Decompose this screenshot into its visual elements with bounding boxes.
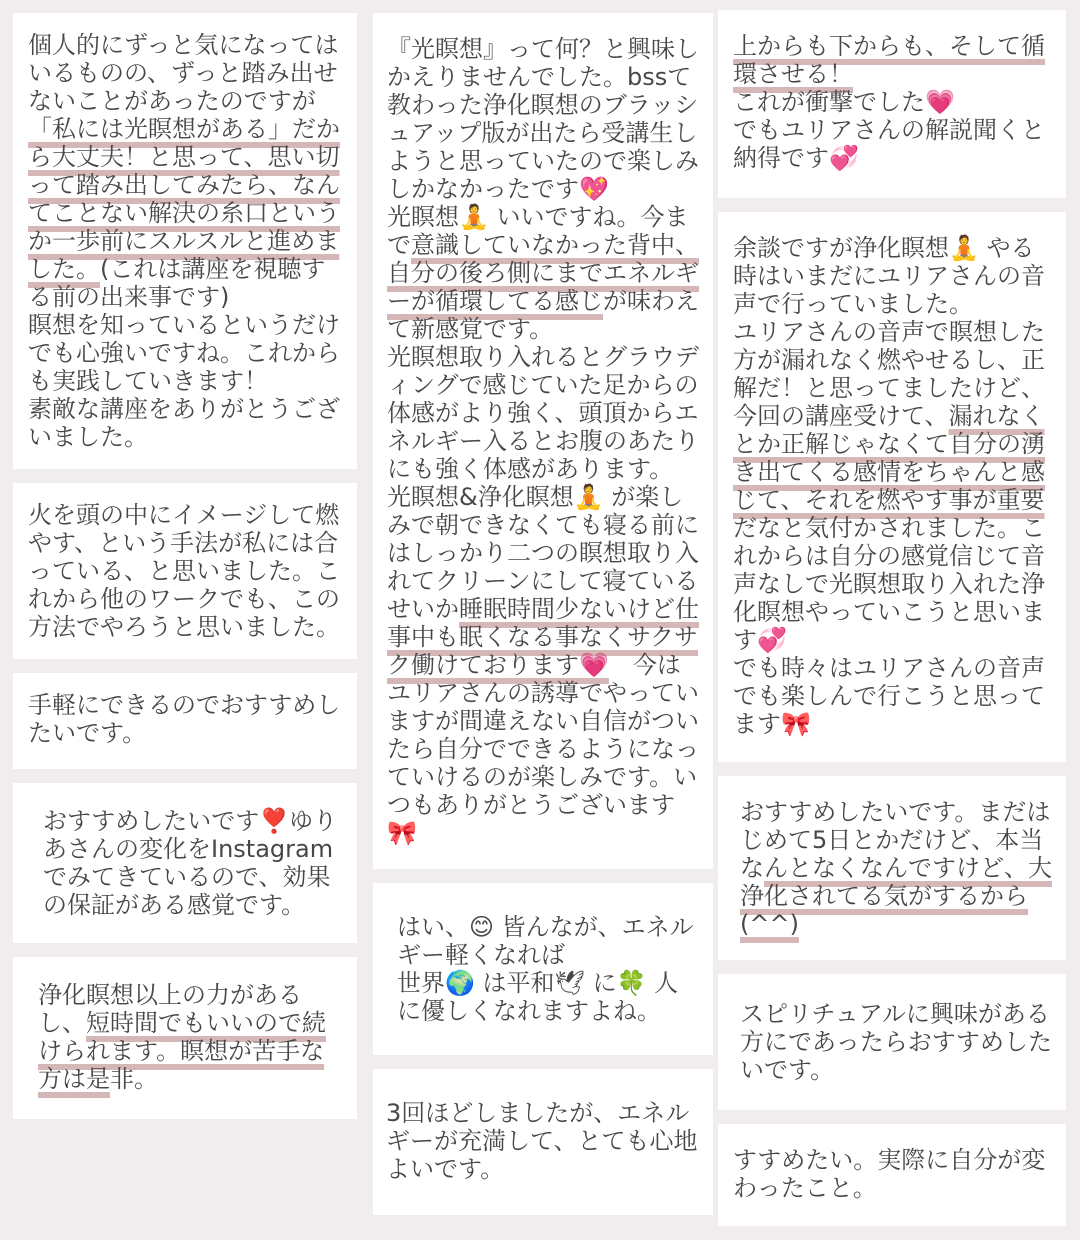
testimonial-card [13,13,357,469]
testimonial-column-right [718,10,1066,1240]
testimonial-text: でも時々はユリアさんの音声でも楽しんで行こうと思ってます🎀 [733,654,1045,738]
testimonial-card [718,10,1066,198]
testimonial-text: 光瞑想取り入れるとグラウディングで感じていた足からの体感がより強く、頭頂からエネルギー入るとお腹のあたりにも強く体感があります。 [387,343,699,483]
testimonial-text: だなと気付かされました。これからは自分の感覚信じて音声なしで光瞑想取り入れた浄化瞑想やっていこうと思います💞 [733,514,1045,654]
testimonial-text: (これは講座を視聴する前の出来事です) [28,255,326,311]
testimonial-text: おすすめしたいです。まだはじめて5日とかだけど、本当な [740,798,1051,882]
testimonial-text: 火を頭の中にイメージして燃やす、という手法が私には合っている、と思いました。これから他のワークでも、この方法でやろうと思いました。 [28,501,340,641]
testimonial-card [13,483,357,659]
testimonial-text: 世界🌍 は平和🕊 に🍀 人に優しくなれますよね。 [397,969,679,1025]
testimonial-card [13,673,357,769]
highlighted-text: んとなくなんですけど、大浄化されてる気がするから(^^) [740,854,1052,938]
testimonial-text: 非。 [110,1065,158,1093]
testimonial-text: 『光瞑想』って何？と興味しかえりませんでした。bssて教わった浄化瞑想のブラッシュアップ版が出たら受講生しようと思っていたので楽しみしかなかったです💖 [387,35,699,203]
testimonial-text: はい、😊 皆んなが、エネルギー軽くなれば [397,913,694,969]
testimonial-card [13,957,357,1119]
testimonial-text: が味わえて新感覚です。 [387,287,699,343]
testimonial-text: 浄化瞑想以上の力があるし、 [38,981,302,1037]
testimonial-text: 素敵な講座をありがとうございました。 [28,395,340,451]
testimonial-card [373,13,713,869]
testimonial-text: 個人的にずっと気になってはいるものの、ずっと踏み出せないことがあったのですが [28,31,339,115]
testimonial-text: 今はユリアさんの誘導でやっていますが間違えない自信がついたら自分でできるようになっていけるのが楽しみです。いつもありがとうございます🎀 [387,651,699,847]
highlighted-text: 睡眠時間少ないけど仕事中も眠くなる事なくサクサク働けております💗 [387,595,699,679]
highlighted-text: 漏れなくとか正解じゃなくて自分の湧き出てくる感情をちゃんと感じて、それを燃やす事が重要 [733,402,1045,514]
testimonial-column-left [13,13,357,1133]
testimonial-card [373,1069,713,1215]
highlighted-text: 意識していなかった背中、自分の後ろ側にまでエネルギーが循環してる感じ [387,231,699,315]
testimonial-card [718,974,1066,1110]
highlighted-text: 上からも下からも、そして循環させる！ [733,32,1045,88]
testimonial-card [718,1124,1066,1226]
highlighted-text: 短時間でもいいので続けられます。瞑想が苦手な方は是 [38,1009,326,1093]
testimonial-text: これが衝撃でした💗 [733,88,955,116]
testimonial-text: 手軽にできるのでおすすめしたいです。 [28,691,341,747]
testimonial-text: スピリチュアルに興味がある方にであったらおすすめしたいです。 [740,1000,1052,1084]
testimonial-text: 光瞑想&浄化瞑想🧘 が楽しみで朝できなくても寝る前にはしっかり二つの瞑想取り入れてクリーンにして寝ているせいか [387,483,699,623]
testimonial-text: すすめたい。実際に自分が変わったこと。 [733,1146,1046,1202]
testimonial-text: でもユリアさんの解説聞くと納得です💞 [733,116,1045,172]
testimonial-text: 瞑想を知っているというだけでも心強いですね。これからも実践していきます！ [28,311,340,395]
testimonial-text: ユリアさんの音声で瞑想した方が漏れなく燃やせるし、正解だ！と思ってましたけど、今回の講座受けて、 [733,318,1045,430]
testimonial-text: 3回ほどしましたが、エネルギーが充満して、とても心地よいです。 [386,1099,698,1183]
testimonial-card [718,212,1066,762]
testimonial-text: 余談ですが浄化瞑想🧘 やる時はいまだにユリアさんの音声で行っていました。 [733,234,1045,318]
testimonial-card [13,783,357,943]
testimonial-card [718,776,1066,960]
testimonial-column-middle [373,13,713,1229]
testimonial-card [373,883,713,1055]
highlighted-text: 「私には光瞑想がある」だから大丈夫！と思って、思い切って踏み出してみたら、なんてことない解決の糸口というか一歩前にスルスルと進めました。 [28,115,340,283]
testimonial-text: 光瞑想🧘 いいですね。今まで [387,203,689,259]
testimonial-text: おすすめしたいです❣️ゆりあさんの変化をInstagramでみてきているので、効果の保証がある感覚です。 [43,807,338,919]
